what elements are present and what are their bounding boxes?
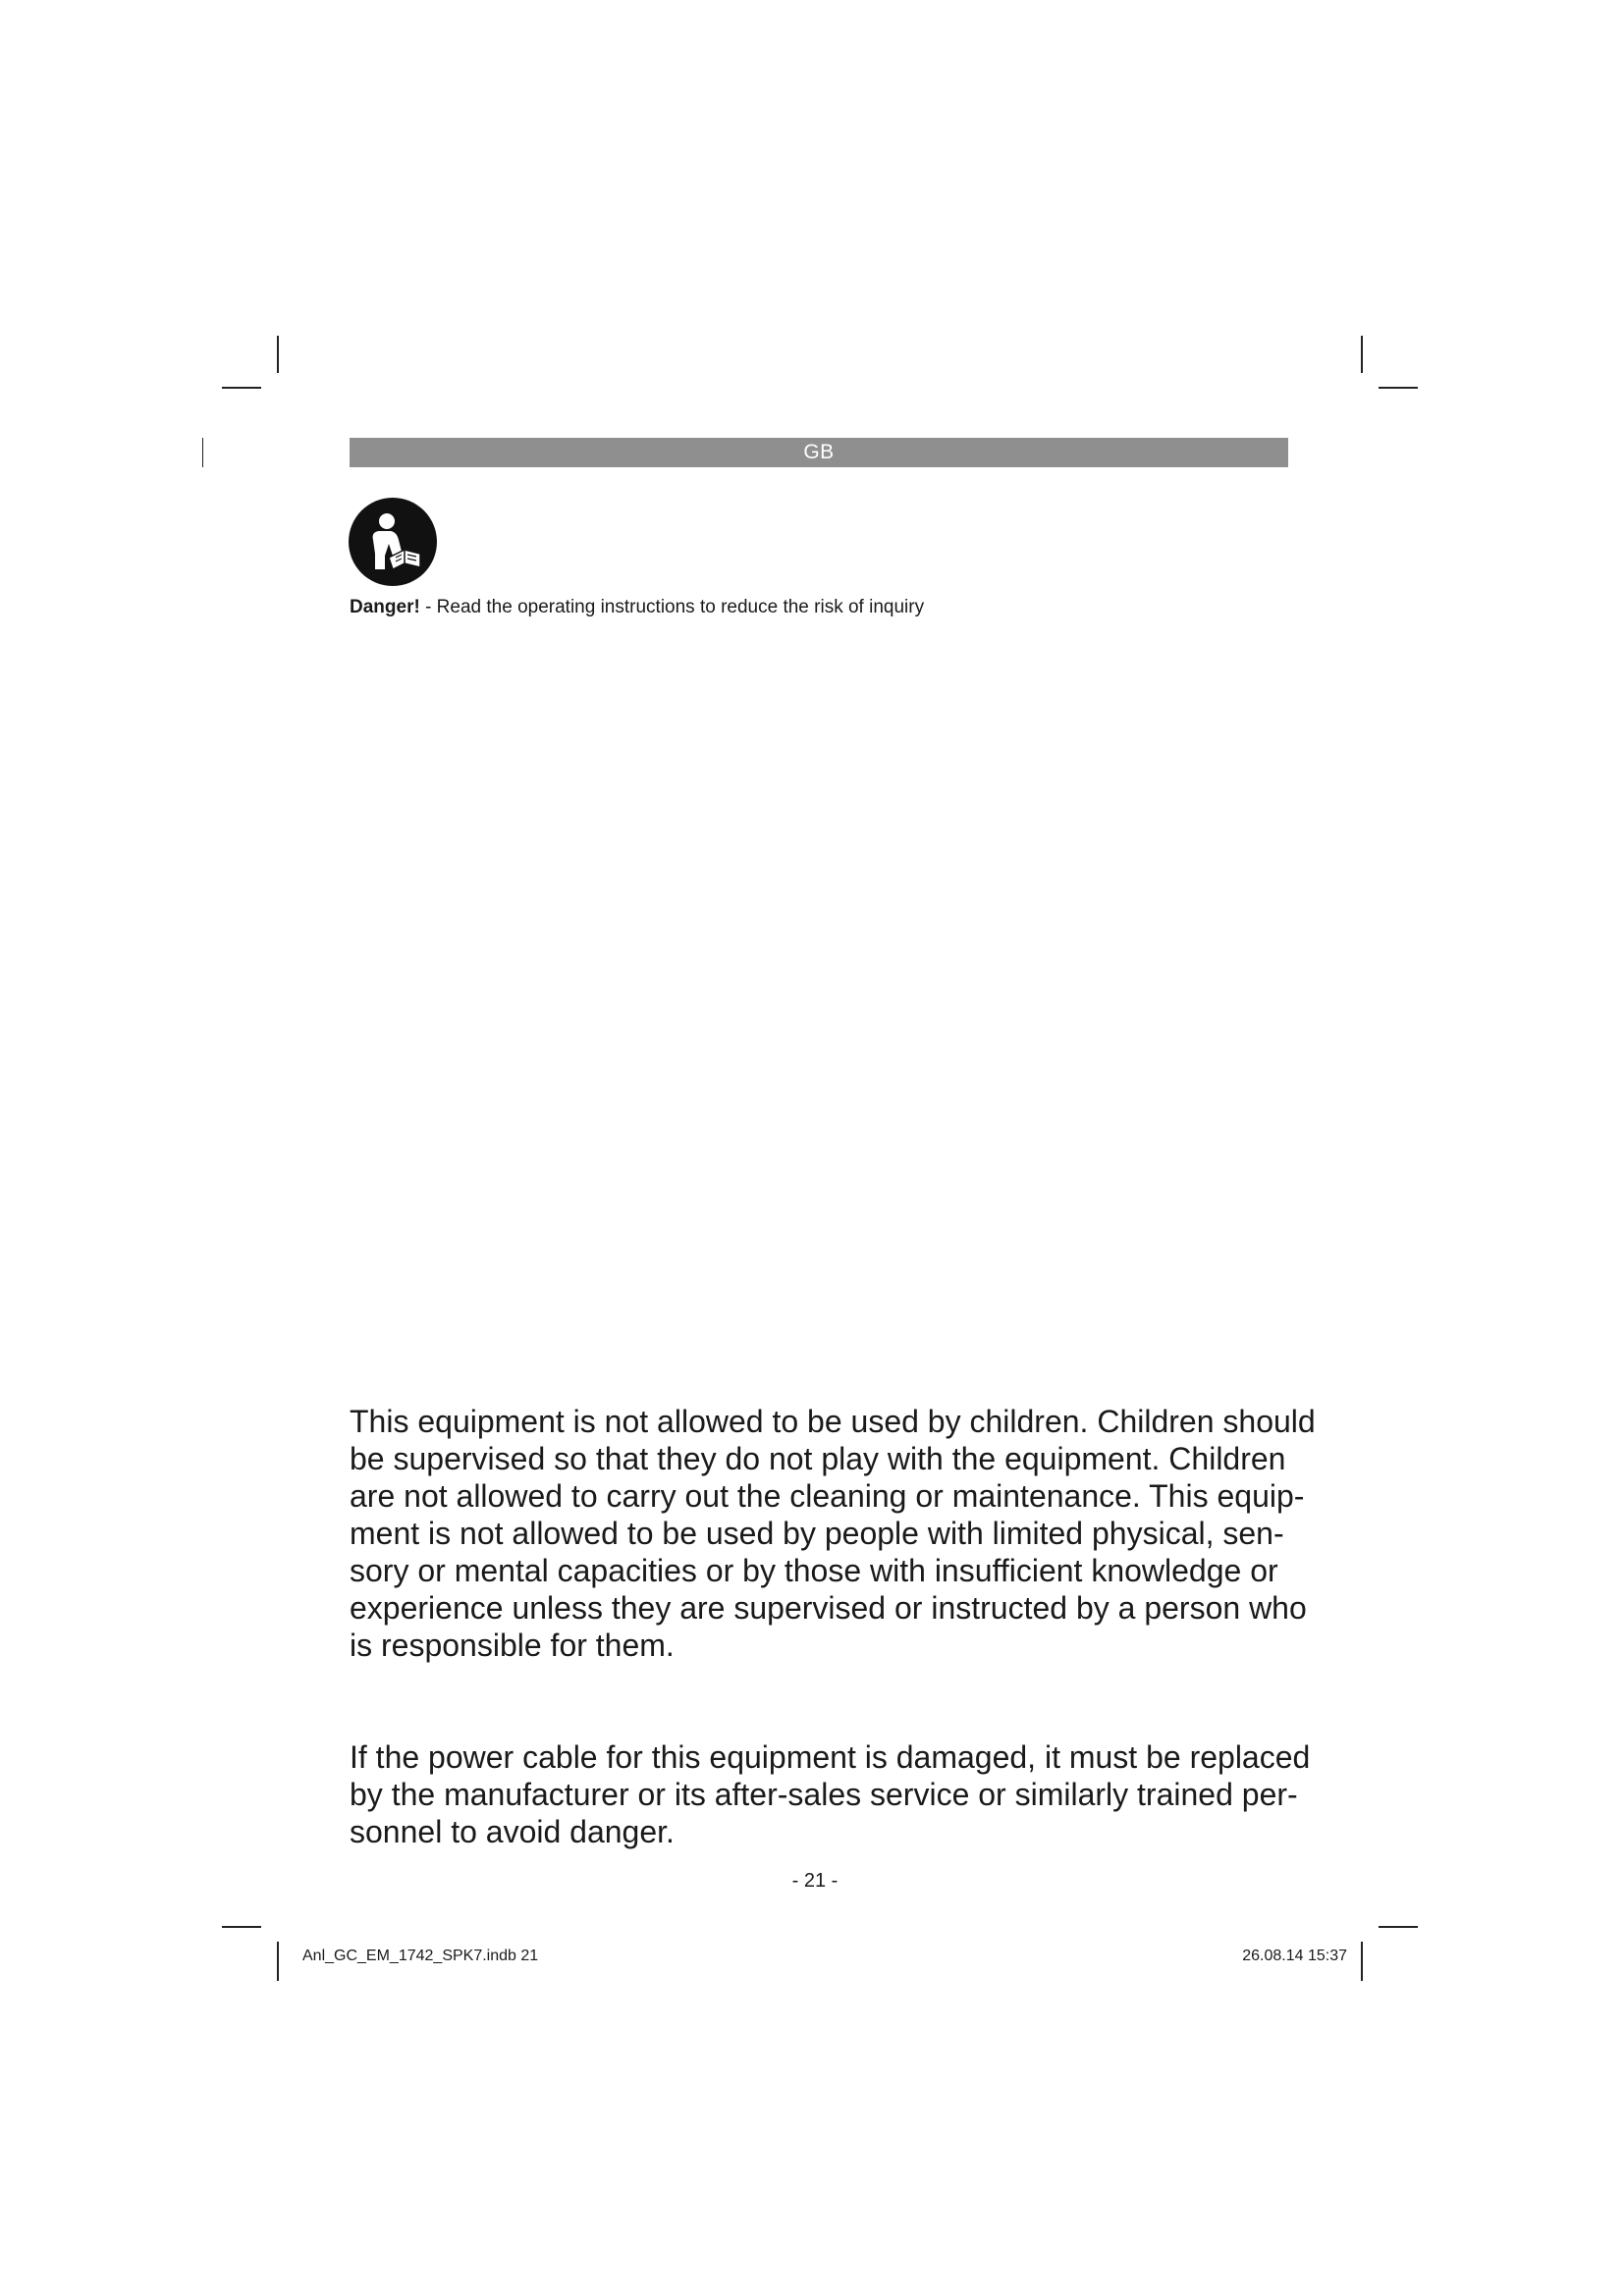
danger-note bbox=[350, 595, 924, 620]
print-file-slug: Anl_GC_EM_1742_SPK7.indb 21 bbox=[302, 1948, 539, 1964]
crop-mark bbox=[222, 387, 261, 389]
paragraph-line: experience unless they are supervised or instructed by a person who bbox=[350, 1590, 1307, 1626]
power-cable-paragraph bbox=[350, 1738, 1311, 1850]
crop-mark bbox=[1379, 1926, 1418, 1928]
crop-mark bbox=[277, 1942, 279, 1981]
danger-label: Danger! bbox=[350, 597, 420, 617]
language-header-bar: GB bbox=[350, 438, 1288, 467]
paragraph-line: are not allowed to carry out the cleaning or maintenance. This equip- bbox=[350, 1478, 1305, 1514]
paragraph-line: This equipment is not allowed to be used by children. Children should bbox=[350, 1404, 1316, 1439]
paragraph-line: ment is not allowed to be used by people with limited physical, sen- bbox=[350, 1516, 1284, 1551]
paragraph-line: If the power cable for this equipment is damaged, it must be replaced bbox=[350, 1739, 1311, 1775]
read-manual-icon bbox=[348, 497, 438, 587]
page-number: - 21 - bbox=[791, 1870, 839, 1892]
crop-mark bbox=[202, 438, 203, 467]
crop-mark bbox=[222, 1926, 261, 1928]
print-date-slug: 26.08.14 15:37 bbox=[1242, 1948, 1347, 1964]
paragraph-line: be supervised so that they do not play with the equipment. Children bbox=[350, 1441, 1286, 1476]
paragraph-line: sonnel to avoid danger. bbox=[350, 1814, 675, 1849]
paragraph-line: is responsible for them. bbox=[350, 1628, 675, 1663]
crop-mark bbox=[277, 336, 279, 373]
paragraph-line: sory or mental capacities or by those with insufficient knowledge or bbox=[350, 1553, 1278, 1588]
paragraph-line: by the manufacturer or its after-sales service or similarly trained per- bbox=[350, 1777, 1298, 1812]
crop-mark bbox=[1379, 387, 1418, 389]
crop-mark bbox=[1361, 1942, 1363, 1981]
children-safety-paragraph bbox=[350, 1403, 1316, 1664]
crop-mark bbox=[1361, 336, 1363, 373]
danger-text: - Read the operating instructions to reduce the risk of inquiry bbox=[419, 597, 925, 617]
